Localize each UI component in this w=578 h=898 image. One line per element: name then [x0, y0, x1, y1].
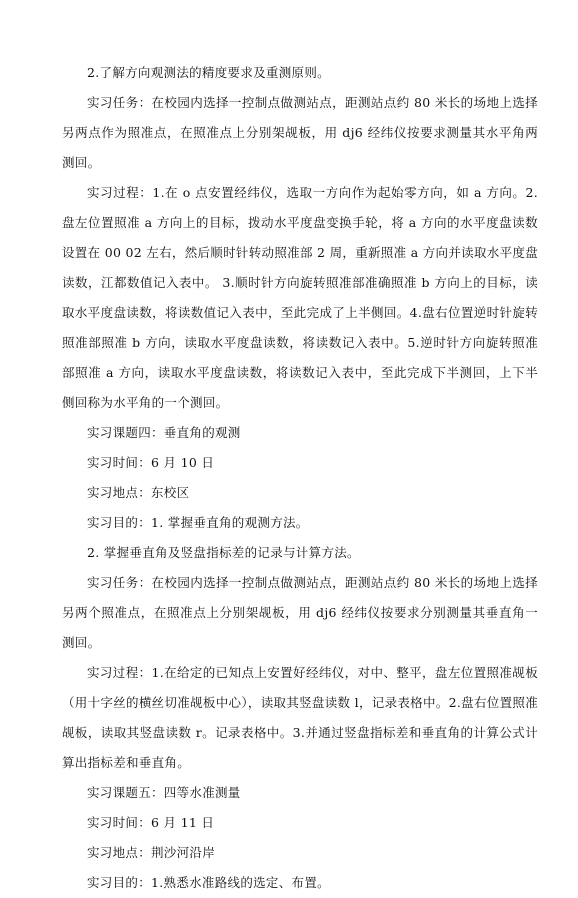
- paragraph-purpose-topic-five: 实习目的：1.熟悉水准路线的选定、布置。: [87, 875, 330, 890]
- paragraph-purpose-2: 2. 掌握垂直角及竖盘指标差的记录与计算方法。: [87, 545, 360, 560]
- paragraph-task-horizontal: 实习任务：在校园内选择一控制点做测站点，距测站点约 80 米长的场地上选择另两点作为照准点，在照准点上分别架觇板，用 dj6 经纬仪按要求测量其水平角两测回。: [62, 95, 538, 170]
- paragraph-task-vertical: 实习任务：在校园内选择一控制点做测站点，距测站点约 80 米长的场地上选择另两个照准点，在照准点上分别架觇板，用 dj6 经纬仪按要求分别测量其垂直角一测回。: [62, 575, 538, 650]
- paragraph-process-vertical: 实习过程：1.在给定的已知点上安置好经纬仪，对中、整平，盘左位置照准觇板（用十字丝的横丝切准觇板中心），读取其竖盘读数 l，记录表格中。2.盘右位置照准觇板，读取其竖盘读数 r。记录表格中。3.并通过竖盘指标差和垂直角的计算公式计算出指标差和垂直角。: [62, 665, 538, 770]
- paragraph-location-topic-five: 实习地点：荆沙河沿岸: [87, 845, 216, 860]
- paragraph-time-topic-five: 实习时间：6 月 11 日: [87, 815, 215, 830]
- paragraph-purpose-1: 实习目的：1. 掌握垂直角的观测方法。: [87, 515, 309, 530]
- paragraph-topic-five: 实习课题五：四等水准测量: [87, 785, 241, 800]
- paragraph-location-topic-four: 实习地点：东校区: [87, 485, 190, 500]
- paragraph-accuracy-principle: 2.了解方向观测法的精度要求及重测原则。: [87, 65, 330, 80]
- paragraph-process-horizontal: 实习过程：1.在 o 点安置经纬仪，选取一方向作为起始零方向，如 a 方向。2.盘左位置照准 a 方向上的目标，拨动水平度盘变换手轮，将 a 方向的水平度盘读数设置在 00 02 左右，然后顺时针转动照准部 2 周，重新照准 a 方向并读取水平度盘读数，江都数值记入表中。 3.顺时针方向旋转照准部准确照准 b 方向上的目标，读取水平度盘读数，将读数值记入表中，至此完成了上半侧回。4.盘右位置逆时针旋转照准部照准 b 方向，读取水平度盘读数，将读数记入表中。5.逆时针方向旋转照准部照准 a 方向，读取水平度盘读数，将读数记入表中，至此完成下半测回，上下半侧回称为水平角的一个测回。: [62, 185, 538, 410]
- paragraph-time-topic-four: 实习时间：6 月 10 日: [87, 455, 215, 470]
- paragraph-topic-four: 实习课题四：垂直角的观测: [87, 425, 241, 440]
